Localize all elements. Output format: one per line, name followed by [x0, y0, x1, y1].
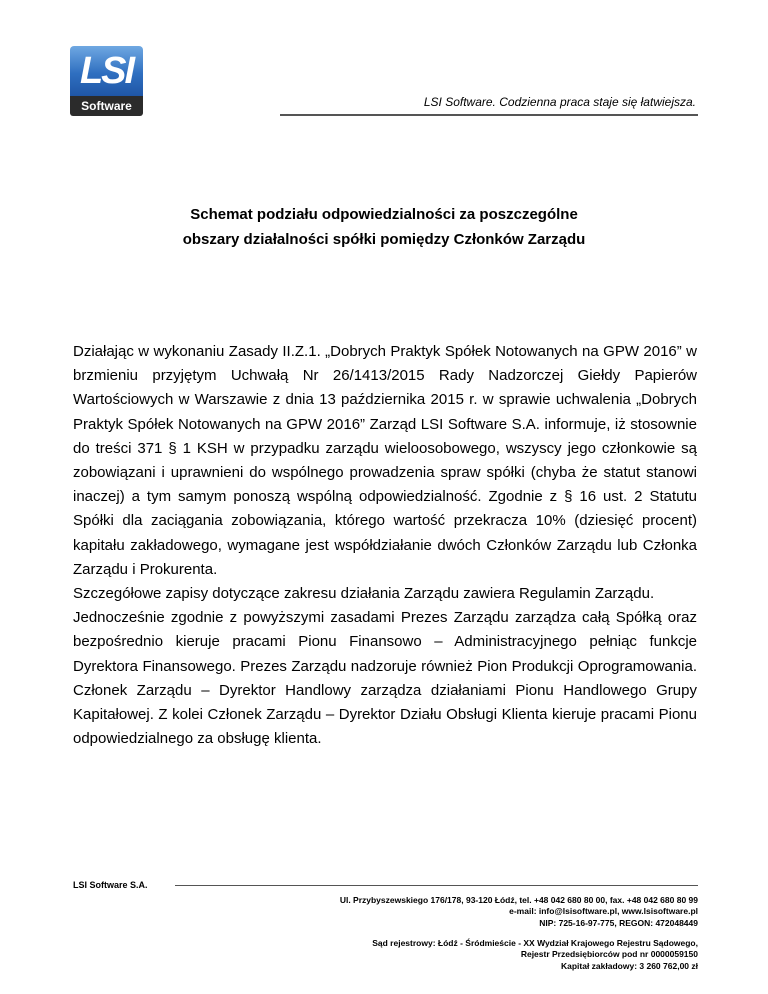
logo-software-text: Software [81, 99, 132, 113]
footer-court: Sąd rejestrowy: Łódź - Śródmieście - XX Wydział Krajowego Rejestru Sądowego, [372, 938, 698, 948]
footer-company-name: LSI Software S.A. [73, 880, 148, 890]
footer-contact-block [340, 895, 698, 929]
footer-capital: Kapitał zakładowy: 3 260 762,00 zł [560, 960, 698, 971]
body-paragraph-1: Działając w wykonaniu Zasady II.Z.1. „Dobrych Praktyk Spółek Notowanych na GPW 2016” w brzmieniu przyjętym Uchwałą Nr 26/1413/2015 Rady Nadzorczej Giełdy Papierów Wartościowych w Warszawie z dnia 13 października 2015 r. w sprawie uchwalenia „Dobrych Praktyk Spółek Notowanych na GPW 2016” Zarząd LSI Software S.A. informuje, iż stosownie do treści 371 § 1 KSH w przypadku zarządu wieloosobowego, wszyscy jego członkowie są zobowiązani i uprawnieni do wspólnego prowadzenia spraw spółki (chyba że statut stanowi inaczej) a tym samym ponoszą wspólną odpowiedzialność. Zgodnie z § 16 ust. 2 Statutu Spółki dla zaciągania zobowiązania, którego wartość przekracza 10% (dziesięć procent) kapitału zakładowego, wymagane jest współdziałanie dwóch Członków Zarządu lub Członka Zarządu i Prokurenta. [73, 343, 697, 578]
header-tagline: LSI Software. Codzienna praca staje się łatwiejsza. [423, 95, 696, 109]
document-title-line-1: Schemat podziału odpowiedzialności za poszczególne [190, 206, 578, 223]
header-divider [280, 114, 698, 116]
footer-tax-ids: NIP: 725-16-97-775, REGON: 472048449 [539, 917, 698, 928]
body-paragraph-3: Jednocześnie zgodnie z powyższymi zasadami Prezes Zarządu zarządza całą Spółką oraz bezpośrednio kieruje pracami Pionu Finansowo – Administracyjnego pełniąc funkcje Dyrektora Finansowego. Prezes Zarządu nadzoruje również Pion Produkcji Oprogramowania. Członek Zarządu – Dyrektor Handlowy zarządza działaniami Pionu Handlowego Grupy Kapitałowej. Z kolei Członek Zarządu – Dyrektor Działu Obsługi Klienta kieruje pracami Pionu odpowiedzialnego za obsługę klienta. [73, 609, 697, 748]
company-logo [70, 46, 143, 116]
footer-contact: e-mail: info@lsisoftware.pl, www.lsisoftware.pl [509, 906, 698, 917]
footer-divider [175, 885, 698, 886]
body-paragraph-2: Szczegółowe zapisy dotyczące zakresu działania Zarządu zawiera Regulamin Zarządu. [73, 585, 655, 603]
logo-lsi-text: LSI [79, 50, 134, 92]
logo-software-band [70, 96, 143, 116]
document-title-line-2: obszary działalności spółki pomiędzy Członków Zarządu [182, 231, 586, 248]
footer-address: Ul. Przybyszewskiego 176/178, 93-120 Łódź, tel. +48 042 680 80 00, fax. +48 042 680 80 99 [339, 895, 698, 905]
logo-blue-block [70, 46, 143, 96]
footer-registry-block [372, 938, 698, 972]
footer-registry: Rejestr Przedsiębiorców pod nr 0000059150 [520, 949, 698, 960]
document-body [73, 340, 697, 751]
